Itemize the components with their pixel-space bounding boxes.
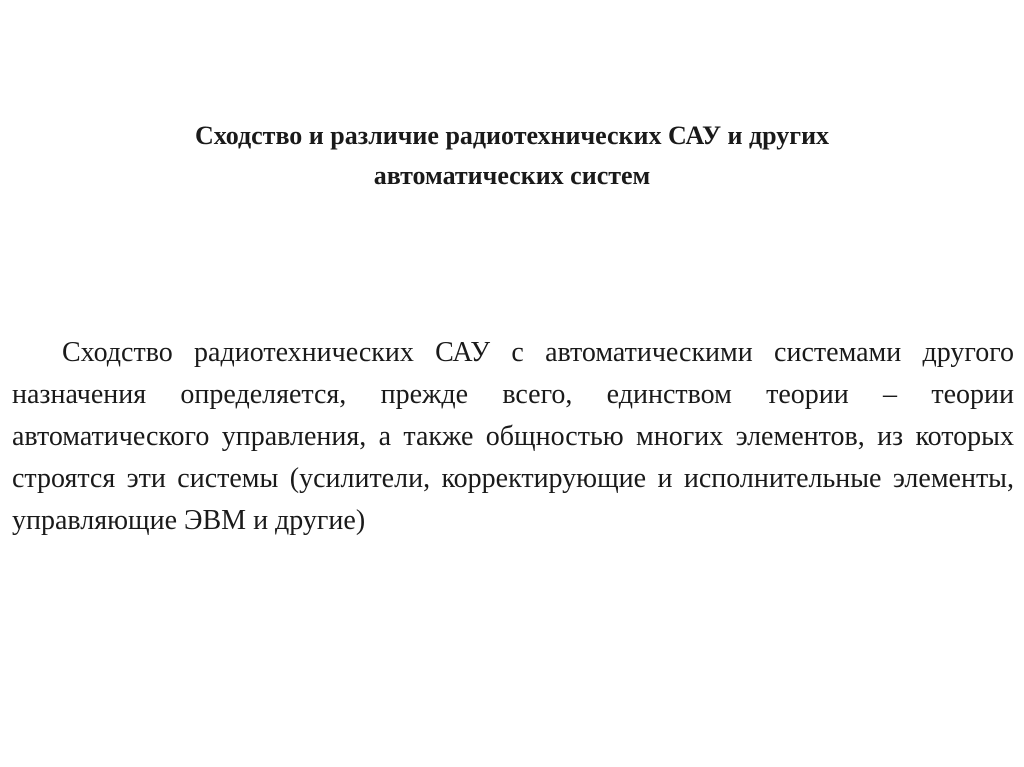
slide-title <box>60 116 964 196</box>
slide-body-paragraph: Сходство радиотехнических САУ с автоматическими системами другого назначения определяется, прежде всего, единством теории – теории автоматического управления, а также общностью многих элементов, из которых строятся эти системы (усилители, корректирующие и исполнительные элементы, управляющие ЭВМ и другие) <box>12 337 1014 536</box>
slide-title-line-2: автоматических систем <box>373 161 651 190</box>
slide-title-line-1: Сходство и различие радиотехнических САУ и других <box>194 121 830 150</box>
